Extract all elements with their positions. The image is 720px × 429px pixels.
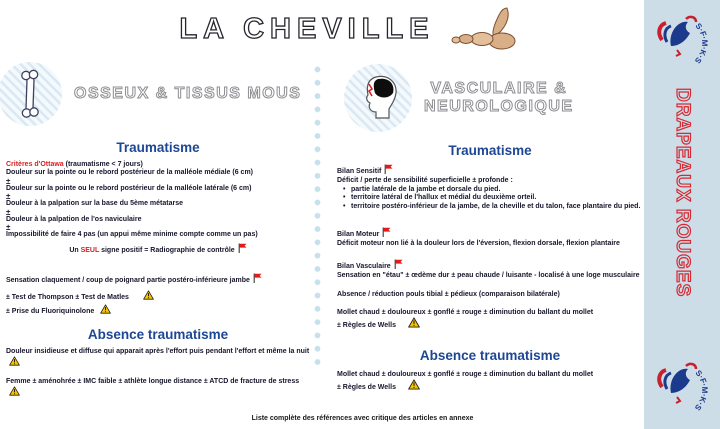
logo-letters: S·F·M·K·S [692, 368, 709, 413]
insidious-pain-line: Douleur insidieuse et diffuse qui apparait après l'effort puis pendant l'effort et même la nuit [6, 348, 310, 370]
left-section-header [0, 62, 301, 126]
plusminus-symbol: ± [6, 223, 11, 233]
thompson-matles-line: ± Test de Thompson ± Test de Matles [6, 290, 310, 303]
page-title: LA CHEVILLE [179, 12, 435, 45]
warning-triangle-icon [9, 356, 20, 369]
red-flag-icon [253, 273, 262, 286]
footer-note: Liste complète des références avec critique des articles en annexe [251, 415, 474, 422]
warning-triangle-icon [9, 386, 20, 399]
xray-conclusion-line: Un SEUL signe positif = Radiographie de contrôle [6, 243, 310, 256]
fluoro-line: ± Prise du Fluoriquinolone [6, 304, 310, 317]
left-section-title: OSSEUX & TISSUS MOUS [74, 85, 302, 103]
bone-icon [0, 62, 62, 126]
bilan-sensitif-desc: Déficit / perte de sensibilité superficielle ± profonde : [337, 177, 513, 185]
bilan-moteur-label: Bilan Moteur [337, 227, 643, 240]
sensitif-bullet: • partie latérale de la jambe et dorsale du pied. [337, 186, 643, 194]
pouls-line: Absence / réduction pouls tibial ± pédieux (comparaison bilatérale) [337, 290, 560, 298]
stress-fracture-risk-line: Femme ± aménohrée ± IMC faible ± athlète longue distance ± ATCD de fracture de stress [6, 378, 310, 400]
right-traumatisme-heading: Traumatisme [448, 143, 532, 158]
logo-letters: S·F·M·K·S [692, 21, 709, 66]
drapeaux-rouges-vertical-title: DRAPEAUX ROUGES [672, 88, 693, 298]
red-flag-icon [238, 243, 247, 256]
mollet-line: Mollet chaud ± douloureux ± gonflé ± rouge ± diminution du ballant du mollet [337, 309, 594, 317]
sensitif-bullet-list [337, 186, 643, 211]
warning-triangle-icon [100, 304, 111, 317]
red-flag-icon [394, 259, 403, 272]
ottawa-criteria-line: Critères d'Ottawa (traumatisme < 7 jours) [6, 161, 143, 168]
achilles-line: Sensation claquement / coup de poignard partie postéro-inférieure jambe [6, 273, 310, 286]
sensitif-bullet: • territoire latéral de l'hallux et médial du deuxième orteil. [337, 194, 643, 202]
ankle-bones-illustration [449, 6, 521, 52]
head-brain-icon [344, 64, 412, 132]
right-absence-heading: Absence traumatisme [419, 347, 561, 363]
wells-line: ± Règles de Wells [337, 317, 643, 331]
ottawa-item: Douleur à la palpation de l'os naviculaire [6, 215, 142, 223]
plusminus-symbol: ± [6, 207, 11, 217]
ottawa-item: Douleur à la palpation sur la base du 5ème métatarse [6, 200, 184, 208]
warning-triangle-icon [408, 379, 420, 393]
red-flags-sidebar [644, 0, 720, 429]
red-flag-icon [382, 227, 391, 240]
svg-text:S·F·M·K·S [692, 22, 709, 66]
ottawa-item: Impossibilité de faire 4 pas (un appui même minime compte comme un pas) [6, 231, 258, 239]
absence-wells-line: ± Règles de Wells [337, 379, 643, 393]
right-section-title: VASCULAIRE & NEUROLOGIQUE [424, 80, 574, 115]
bilan-sensitif-label: Bilan Sensitif [337, 164, 643, 177]
red-flag-icon [384, 164, 393, 177]
plusminus-symbol: ± [6, 176, 11, 186]
left-traumatisme-heading: Traumatisme [116, 140, 200, 155]
warning-triangle-icon [143, 290, 154, 303]
plusminus-symbol: ± [6, 192, 11, 202]
dotted-divider [314, 66, 321, 372]
sensitif-bullet: • territoire postéro-inférieur de la jambe, de la cheville et du talon, face plantaire du pied. [337, 203, 643, 211]
left-absence-heading: Absence traumatisme [87, 327, 229, 343]
bilan-vasculaire-label: Bilan Vasculaire [337, 259, 643, 272]
right-column [337, 143, 643, 394]
ottawa-item: Douleur sur la pointe ou le rebord postérieur de la malléole latérale (6 cm) [6, 184, 252, 192]
svg-text:S·F·M·K·S [692, 369, 709, 413]
warning-triangle-icon [408, 317, 420, 331]
ottawa-item: Douleur sur la pointe ou le rebord postérieur de la malléole médiale (6 cm) [6, 169, 254, 177]
page-header [160, 6, 540, 52]
left-column [6, 140, 310, 400]
sfmks-logo [655, 357, 709, 423]
sfmks-logo [655, 10, 709, 76]
bilan-moteur-desc: Déficit moteur non lié à la douleur lors de l'éversion, flexion dorsale, flexion plantaire [337, 240, 620, 248]
right-section-header [344, 64, 574, 132]
bilan-vasculaire-desc: Sensation en "étau" ± œdème dur ± peau chaude / luisante - localisé à une loge musculaire [337, 272, 640, 280]
absence-mollet-line: Mollet chaud ± douloureux ± gonflé ± rouge ± diminution du ballant du mollet [337, 370, 594, 378]
